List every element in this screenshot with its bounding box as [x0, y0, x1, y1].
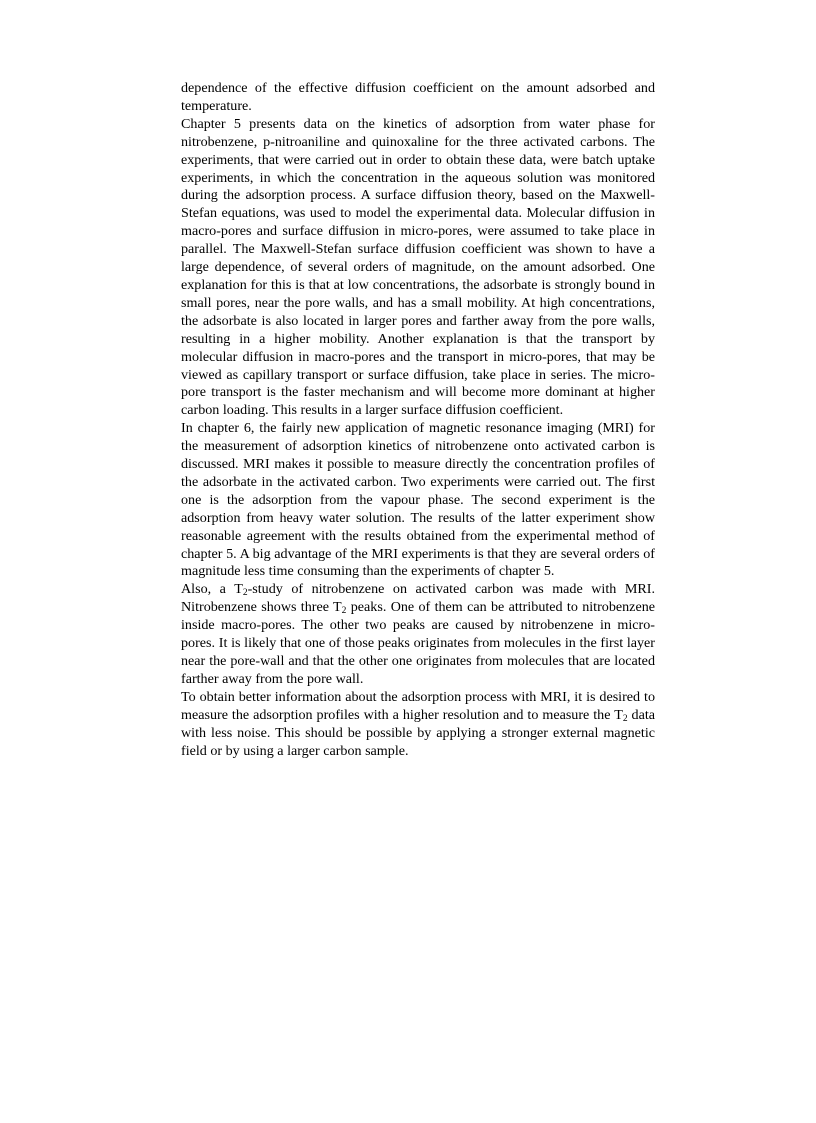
paragraph-chapter-5: Chapter 5 presents data on the kinetics of adsorption from water phase for nitrobenzene, p-nitroaniline and quinoxaline for the three activated carbons. The experiments, that were carried out in order to obtain these data, were batch uptake experiments, in which the concentration in the aqueous solution was monitored during the adsorption process. A surface diffusion theory, based on the Maxwell-Stefan equations, was used to model the experimental data. Molecular diffusion in macro-pores and surface diffusion in micro-pores, were assumed to take place in parallel. The Maxwell-Stefan surface diffusion coefficient was shown to have a large dependence, of several orders of magnitude, on the amount adsorbed. One explanation for this is that at low concentrations, the adsorbate is strongly bound in small pores, near the pore walls, and has a small mobility. At high concentrations, the adsorbate is also located in larger pores and farther away from the pore walls, resulting in a higher mobility. Another explanation is that the transport by molecular diffusion in macro-pores and the transport in micro-pores, that may be viewed as capillary transport or surface diffusion, take place in series. The micro-pore transport is the faster mechanism and will become more dominant at higher carbon loading. This results in a larger surface diffusion coefficient.: [181, 115, 655, 419]
paragraph-t2-study: [181, 581, 655, 688]
paragraph-chapter-6: In chapter 6, the fairly new application of magnetic resonance imaging (MRI) for the measurement of adsorption kinetics of nitrobenzene onto activated carbon is discussed. MRI makes it possible to measure directly the concentration profiles of the adsorbate in the activated carbon. Two experiments were carried out. The first one is the adsorption from the vapour phase. The second experiment is the adsorption from heavy water solution. The results of the latter experiment show reasonable agreement with the results obtained from the experimental method of chapter 5. A big advantage of the MRI experiments is that they are several orders of magnitude less time consuming than the experiments of chapter 5.: [181, 420, 655, 580]
t2-subscript: 2: [242, 588, 248, 599]
t2-study-text-c: peaks. One of them can be attributed to nitrobenzene inside macro-pores. The other two peaks are caused by nitrobenzene in micro-pores. It is likely that one of those peaks originates from molecules in the first layer near the pore-wall and that the other one originates from molecules that are located farther away from the pore wall.: [181, 599, 656, 687]
outlook-text-a: To obtain better information about the adsorption process with MRI, it is desired to measure the adsorption profiles with a higher resolution and to measure the T: [181, 688, 655, 723]
t2-study-text-a: Also, a T: [181, 581, 243, 598]
t2-subscript: 2: [622, 713, 628, 724]
body-text: [181, 80, 655, 760]
paragraph-outlook: [181, 689, 655, 761]
paragraph-diffusion-dependence: dependence of the effective diffusion coefficient on the amount adsorbed and temperature.: [181, 80, 655, 114]
t2-study-text-b: -study of nitrobenzene on activated carbon was made with MRI. Nitrobenzene shows three T: [181, 581, 655, 616]
outlook-text-b: data with less noise. This should be possible by applying a stronger external magnetic field or by using a larger carbon sample.: [181, 706, 655, 759]
t2-subscript: 2: [341, 606, 347, 617]
